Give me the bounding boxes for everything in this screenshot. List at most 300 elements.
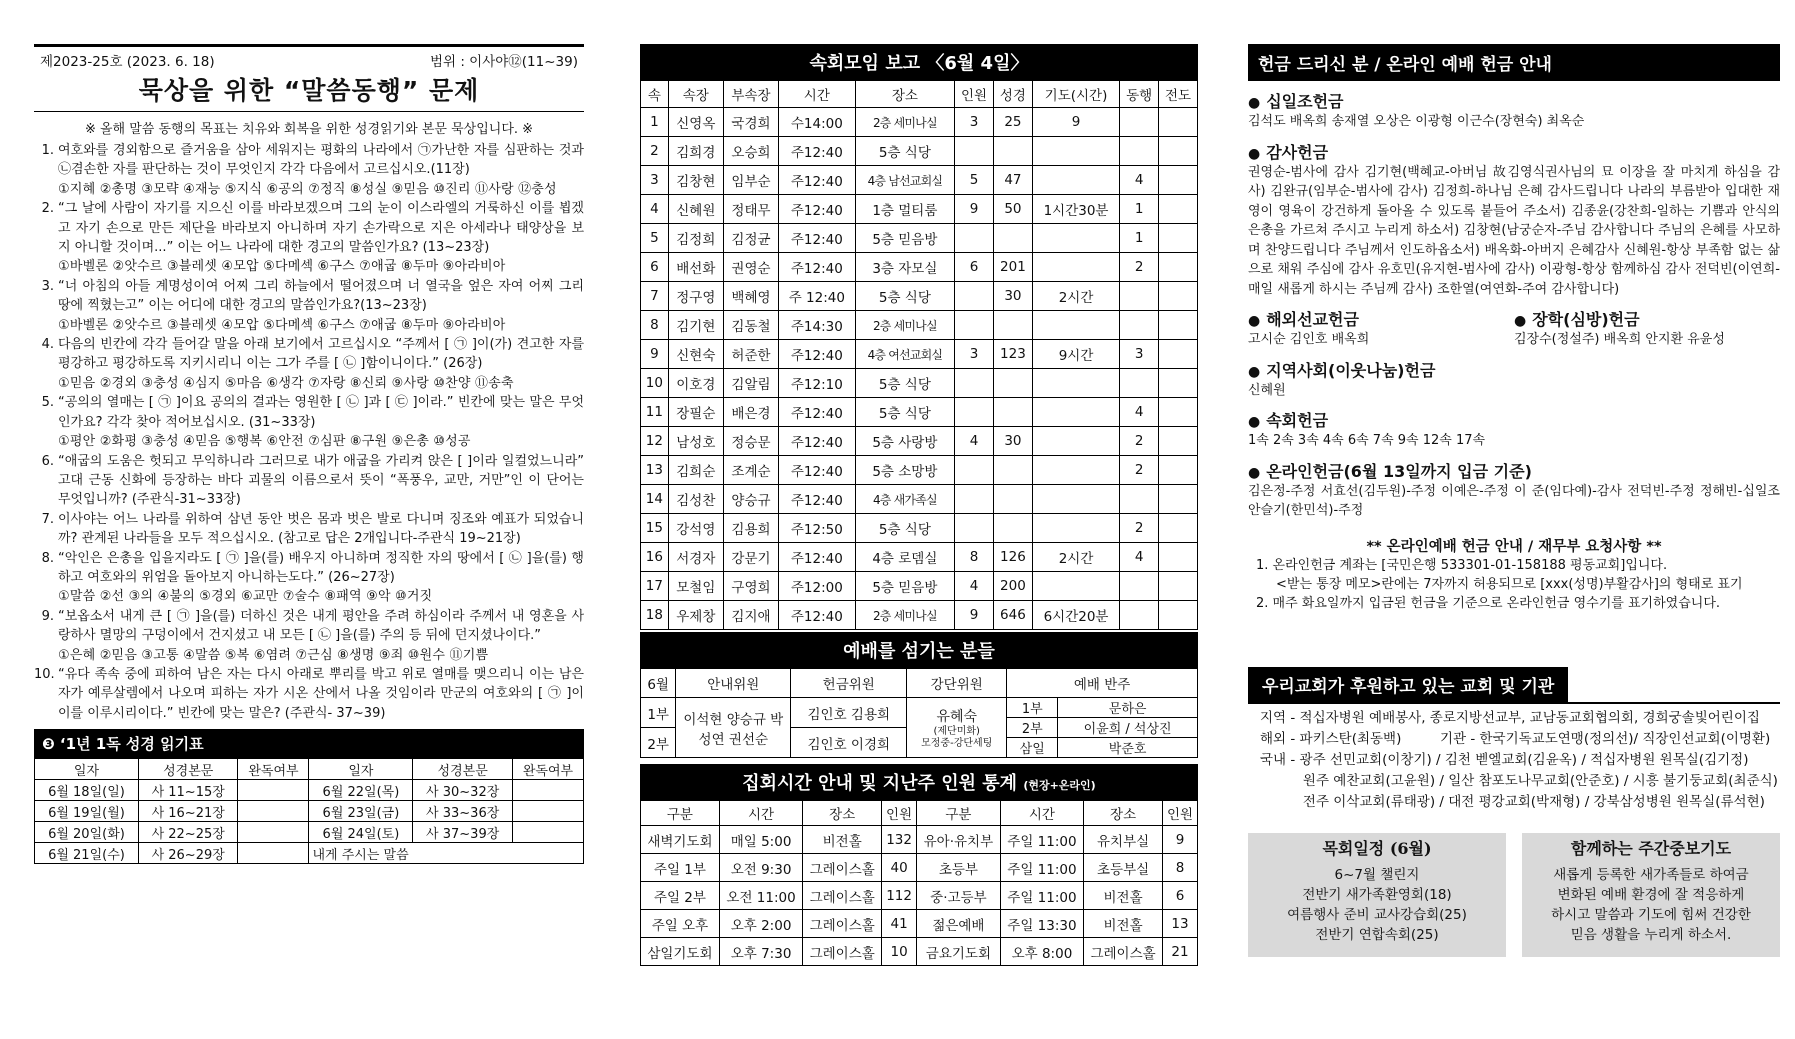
table-cell: 6 [1163,882,1198,910]
question-text [58,199,584,277]
table-cell: 중·고등부 [917,882,1001,910]
table-cell: 126 [993,543,1032,572]
table-cell: 주12:40 [779,427,856,456]
table-cell: 1 [1120,224,1159,253]
column-header: 장소 [1084,801,1163,826]
issue-number: 제2023-25호 (2023. 6. 18) [40,54,215,70]
table-cell: 4 [1120,398,1159,427]
altar-name: 유혜숙 [936,708,978,725]
table-cell [1032,398,1119,427]
table-cell: 임부순 [723,166,778,195]
question [34,665,584,723]
question-text [58,393,584,451]
table-cell [238,801,309,822]
thanks-heading [1248,140,1780,163]
question [34,607,584,665]
table-cell [1120,485,1159,514]
table-cell [1120,572,1159,601]
table-cell: 8 [641,311,669,340]
table-cell [993,311,1032,340]
table-cell: 6월 19일(월) [35,801,139,822]
table-cell: 40 [882,854,917,882]
table-cell: 주12:40 [779,195,856,224]
table-cell: 주12:40 [779,224,856,253]
schedule-item: 여름행사 준비 교사강습회(25) [1287,906,1467,923]
table-row [641,456,1198,485]
table-cell: 주12:40 [779,456,856,485]
table-cell: 6월 22일(목) [309,780,413,801]
accompanist-name: 문하은 [1058,698,1197,718]
table-cell: 백혜영 [723,282,778,311]
column-header: 성경본문 [138,759,238,780]
table-cell: 2 [641,137,669,166]
tithe-names: 김석도 배옥희 송재열 오상은 이광형 이근수(장현숙) 최옥순 [1248,114,1585,129]
table-cell [1032,166,1119,195]
table-cell: 3 [1120,340,1159,369]
servants-table [640,668,1198,758]
column-header: 장소 [803,801,882,826]
table-cell [1120,108,1159,137]
question-body: 여호와를 경외함으로 즐거움을 삼아 세워지는 평화의 나라에서 ㉠가난한 자를 심판하는 것과 ㉡겸손한 자를 판단하는 것이 무엇인지 각각 다음에서 고르십시오.(11장) [58,143,584,178]
quiz-title: 묵상을 위한 “말씀동행” 문제 [138,76,480,105]
table-cell: 배은경 [723,398,778,427]
table-cell [993,369,1032,398]
table-cell: 김희순 [668,456,723,485]
table-cell: 오전 9:30 [719,854,802,882]
schedule-item: 6~7월 챌린지 [1334,866,1420,883]
table-cell [1159,543,1198,572]
table-row [641,195,1198,224]
servants-title: 예배를 섬기는 분들 [640,632,1198,668]
table-row [641,166,1198,195]
table-cell: 그레이스홀 [803,938,882,966]
table-cell: 주12:40 [779,340,856,369]
table-cell: 5층 식당 [855,282,955,311]
table-cell: 주 12:40 [779,282,856,311]
online-names: 김은정-주정 서효선(김두원)-주정 이예은-주정 이 준(임다예)-감사 전덕빈-주정 정해빈-십일조 안슬기(한민석)-주정 [1248,483,1780,518]
question-number: 4. [41,337,54,353]
notice-line: 1. 온라인헌금 계좌는 [국민은행 533301-01-158188 평동교회]입니다. [1256,557,1668,573]
table-cell: 남성호 [668,427,723,456]
table-row [1007,738,1197,758]
table-cell [955,311,994,340]
table-cell: 5 [955,166,994,195]
table-cell: 주일 2부 [641,882,720,910]
question-number: 7. [41,511,54,527]
question-body: 다음의 빈칸에 각각 들어갈 말을 아래 보기에서 고르십시오 “주께서 [ ㉠ ]이(가) 견고한 자를 평강하고 평강하도록 지키시리니 이는 그가 주를 [ ㉡ ]함이니이다.” (26장) [58,337,584,372]
notice-line: <받는 통장 메모>란에는 7자까지 허용되므로 [xxx(성명)부활감사]의 형태로 표기 [1276,576,1743,592]
column-header: 예배 반주 [1007,669,1198,698]
table-cell: 6월 21일(수) [35,843,139,864]
table-cell: 김창현 [668,166,723,195]
question-body: “애굽의 도움은 헛되고 무익하니라 그러므로 내가 애굽을 가리켜 앉은 [ ]이라 일컬었느니라” 고대 근동 신화에 등장하는 바다 괴물의 이름으로서 뜻이 “폭풍우, 교만, 거만”인 이 단어는 무엇입니까? (주관식-31~33장) [58,453,584,508]
question-number: 8. [41,550,54,566]
accompanist-service: 1부 [1007,698,1058,718]
question-body: “공의의 열매는 [ ㉠ ]이요 공의의 결과는 영원한 [ ㉡ ]과 [ ㉢ ]이라.” 빈칸에 맞는 말은 무엇인가요? 각각 찾아 적어보십시오. (31~33장) [58,395,584,430]
table-cell [1032,572,1119,601]
question-text [58,141,584,199]
week-label: 1부 [641,698,676,728]
table-cell: 6월 18일(일) [35,780,139,801]
column-header: 구분 [917,801,1001,826]
table-cell: 김정균 [723,224,778,253]
column-header: 속 [641,81,669,108]
bullet-icon: ● [1248,145,1261,162]
prayer-line: 믿음 생활을 누리게 하소서. [1570,926,1732,943]
table-cell [238,780,309,801]
table-cell: 주일 1부 [641,854,720,882]
table-cell: 그레이스홀 [803,882,882,910]
table-cell: 17 [641,572,669,601]
table-row [35,822,584,843]
table-cell: 1 [641,108,669,137]
question-body: “보옵소서 내게 큰 [ ㉠ ]을(를) 더하신 것은 내게 평안을 주려 하심이라 주께서 내 영혼을 사랑하사 멸망의 구덩이에서 건지셨고 내 모든 [ ㉡ ]을(를) 주의 등 뒤에 던지셨나이다.” [58,608,584,644]
table-cell: 123 [993,340,1032,369]
offering-week1: 김인호 김용희 [791,698,907,728]
bullet-icon: ● [1248,363,1261,380]
table-cell [1032,224,1119,253]
table-cell: 2 [1120,456,1159,485]
table-cell: 김성찬 [668,485,723,514]
table-row [641,938,1198,966]
column-header: 시간 [1000,801,1083,826]
column-header: 장소 [855,81,955,108]
table-cell: 201 [993,253,1032,282]
question-options: ①믿음 ②경외 ③충성 ④심지 ⑤마음 ⑥생각 ⑦자랑 ⑧신뢰 ⑨사랑 ⑩찬양 ⑪송축 [58,375,514,391]
table-cell: 그레이스홀 [803,910,882,938]
table-cell: 주14:30 [779,311,856,340]
table-cell: 매일 5:00 [719,826,802,854]
bullet-icon: ● [1248,313,1261,329]
bullet-icon: ● [1248,95,1261,111]
question [34,277,584,335]
table-cell: 2층 세미나실 [855,108,955,137]
table-cell: 김알림 [723,369,778,398]
table-cell: 강석영 [668,514,723,543]
reading-plan-title: ❸ ‘1년 1독 성경 읽기표 [34,729,584,758]
table-cell [1159,369,1198,398]
table-cell [1159,166,1198,195]
table-cell: 6월 24일(토) [309,822,413,843]
table-row [641,601,1198,630]
table-cell: 30 [993,427,1032,456]
table-cell: 내게 주시는 말씀 [309,843,584,864]
column-header: 기도(시간) [1032,81,1119,108]
question-number: 10. [34,666,55,682]
table-cell: 1층 멀티룸 [855,195,955,224]
table-cell [512,801,583,822]
table-cell: 4 [955,572,994,601]
table-cell [1032,427,1119,456]
question-text [58,277,584,335]
cell-offering-list: 1속 2속 3속 4속 6속 7속 9속 12속 17속 [1248,433,1486,448]
table-cell: 2시간 [1032,543,1119,572]
table-cell: 주12:40 [779,253,856,282]
table-cell: 8 [955,543,994,572]
table-cell: 5 [641,224,669,253]
table-cell: 신혜원 [668,195,723,224]
table-cell: 비전홀 [803,826,882,854]
table-cell [1032,456,1119,485]
offering-title: 헌금 드리신 분 / 온라인 예배 헌금 안내 [1248,44,1780,81]
table-cell: 우제창 [668,601,723,630]
table-cell: 4층 로뎀실 [855,543,955,572]
column-header: 전도 [1159,81,1198,108]
question-text [58,607,584,665]
table-row [35,843,584,864]
support-line: 전주 이삭교회(류태광) / 대전 평강교회(박재형) / 강북삼성병원 원목실(류석현) [1260,793,1765,810]
question [34,510,584,549]
table-cell: 그레이스홀 [803,854,882,882]
table-cell: 112 [882,882,917,910]
table-cell: 6 [955,253,994,282]
table-cell [955,485,994,514]
question-list [34,141,584,723]
question-number: 1. [41,143,54,158]
question-body: “악인은 은총을 입을지라도 [ ㉠ ]을(를) 배우지 아니하며 정직한 자의 땅에서 [ ㉡ ]을(를) 행하고 여호와의 위엄을 돌아보지 아니하는도다.” (26~27장) [58,550,584,585]
prayer-box [1522,833,1780,957]
question-text [58,665,584,723]
table-cell [1159,456,1198,485]
bullet-icon: ● [1248,414,1261,430]
cell-report-table [640,80,1198,630]
table-cell: 9 [641,340,669,369]
question [34,549,584,607]
support-title: 우리교회가 후원하고 있는 교회 및 기관 [1248,667,1568,702]
table-row [641,108,1198,137]
table-cell [512,780,583,801]
table-cell: 조계순 [723,456,778,485]
table-cell: 2 [1120,514,1159,543]
table-cell: 4 [1120,543,1159,572]
column-header: 인원 [882,801,917,826]
table-cell: 5층 식당 [855,369,955,398]
table-cell: 9 [1032,108,1119,137]
local-title: 지역사회(이웃나눔)헌금 [1266,360,1436,380]
table-cell: 새벽기도회 [641,826,720,854]
table-cell: 646 [993,601,1032,630]
table-cell: 1 [1120,195,1159,224]
table-cell: 신영옥 [668,108,723,137]
prayer-title: 함께하는 주간중보기도 [1570,838,1732,858]
question-options: ①바벨론 ②앗수르 ③블레셋 ④모압 ⑤다메섹 ⑥구스 ⑦애굽 ⑧두마 ⑨아라비아 [58,259,506,275]
question-number: 2. [41,201,54,217]
accompanist-cell [1007,698,1198,758]
table-cell: 유아·유치부 [917,826,1001,854]
table-cell: 구영희 [723,572,778,601]
table-cell [1159,253,1198,282]
table-cell [955,514,994,543]
table-cell: 2시간 [1032,282,1119,311]
table-row [641,340,1198,369]
table-cell: 6 [641,253,669,282]
table-cell: 허준한 [723,340,778,369]
table-cell: 5층 믿음방 [855,572,955,601]
table-cell: 4 [641,195,669,224]
table-cell: 9시간 [1032,340,1119,369]
table-cell: 5층 식당 [855,514,955,543]
table-cell: 4층 여선교회실 [855,340,955,369]
table-cell: 사 26~29장 [138,843,238,864]
table-cell: 주12:10 [779,369,856,398]
question-body: 이사야는 어느 나라를 위하여 삼년 동안 벗은 몸과 벗은 발로 다니며 징조와 예표가 되었습니까? 관계된 나라들을 모두 적으십시오. (참고로 답은 2개입니다-주관식 19~21장) [58,511,584,547]
table-cell: 주12:40 [779,543,856,572]
prayer-line: 변화된 예배 환경에 잘 적응하게 [1557,886,1745,903]
table-cell: 30 [993,282,1032,311]
table-cell: 6월 23일(금) [309,801,413,822]
table-cell [955,456,994,485]
column-header: 강단위원 [907,669,1007,698]
attendance-table [640,800,1198,966]
table-cell [1159,514,1198,543]
table-cell: 초등부실 [1084,854,1163,882]
support-line: 해외 - 파키스탄(최동백) 기관 - 한국기독교도연맹(정의선)/ 직장인선교회(이명환) [1260,730,1771,747]
accompanist-service: 삼일 [1007,738,1058,758]
mission-title: 해외선교헌금 [1266,310,1359,329]
table-cell: 5층 소망방 [855,456,955,485]
report-column [640,44,1198,966]
table-cell: 14 [641,485,669,514]
table-cell: 사 22~25장 [138,822,238,843]
local-heading [1248,358,1780,381]
table-cell [993,398,1032,427]
table-row [641,485,1198,514]
table-cell: 삼일기도회 [641,938,720,966]
table-cell [1159,108,1198,137]
table-cell [1159,398,1198,427]
table-cell: 3층 자모실 [855,253,955,282]
divider [34,111,584,112]
altar-cell [907,698,1007,758]
table-row [35,780,584,801]
table-cell: 4층 남선교회실 [855,166,955,195]
table-row [641,572,1198,601]
table-cell [955,282,994,311]
table-cell: 12 [641,427,669,456]
table-cell [1032,485,1119,514]
tithe-title: 십일조헌금 [1266,92,1344,111]
table-cell: 25 [993,108,1032,137]
online-title: 온라인헌금(6월 13일까지 입금 기준) [1266,461,1532,481]
cell-offering-heading [1248,408,1780,431]
table-cell: 47 [993,166,1032,195]
thanks-title: 감사헌금 [1266,142,1329,162]
question-number: 9. [41,608,54,624]
question-options: ①지혜 ②총명 ③모략 ④재능 ⑤지식 ⑥공의 ⑦정직 ⑧성실 ⑨믿음 ⑩진리 ⑪사랑 ⑫충성 [58,181,557,197]
table-row [641,311,1198,340]
table-cell: 정구영 [668,282,723,311]
column-header: 성경본문 [413,759,513,780]
table-row [641,882,1198,910]
table-cell: 정승문 [723,427,778,456]
usher-names: 이석현 양승규 박성연 권선순 [676,698,791,758]
attendance-title-sub: (현장+온라인) [1023,779,1096,792]
table-cell: 2 [1120,427,1159,456]
table-cell [993,514,1032,543]
question-options: ①은혜 ②믿음 ③고통 ④말씀 ⑤복 ⑥염려 ⑦근심 ⑧생명 ⑨죄 ⑩원수 ⑪기쁨 [58,647,489,663]
table-cell: 이호경 [668,369,723,398]
table-cell [955,369,994,398]
table-cell: 주일 오후 [641,910,720,938]
table-cell: 김기현 [668,311,723,340]
altar-note: 모정중-강단세팅 [921,737,993,749]
table-cell [512,822,583,843]
table-cell: 정태무 [723,195,778,224]
table-cell: 4 [955,427,994,456]
table-cell: 16 [641,543,669,572]
column-header: 일자 [35,759,139,780]
table-cell: 그레이스홀 [1084,938,1163,966]
table-cell [993,485,1032,514]
table-cell: 3 [955,340,994,369]
table-cell: 2층 세미나실 [855,601,955,630]
question-options: ①바벨론 ②앗수르 ③블레셋 ④모압 ⑤다메섹 ⑥구스 ⑦애굽 ⑧두마 ⑨아라비아 [58,317,506,333]
table-cell: 사 11~15장 [138,780,238,801]
table-cell: 15 [641,514,669,543]
table-cell [1159,485,1198,514]
schedule-title: 목회일정 (6월) [1322,838,1432,858]
column-header: 속장 [668,81,723,108]
schedule-box [1248,833,1506,957]
question-body: “그 날에 사람이 자기를 지으신 이를 바라보겠으며 그의 눈이 이스라엘의 거룩하신 이를 뵙겠고 자기 손으로 만든 제단을 바라보지 아니하며 자기 손가락으로 지은 아세라나 태양상을 보지 아니할 것이며...” 이는 어느 나라에 대한 경고의 말씀인가요? (13~23장) [58,201,584,256]
table-cell: 6시간20분 [1032,601,1119,630]
table-row [641,427,1198,456]
scholar-title: 장학(심방)헌금 [1532,310,1640,329]
prayer-lines [1522,865,1780,945]
table-cell: 초등부 [917,854,1001,882]
table-cell [1032,369,1119,398]
table-row [641,137,1198,166]
table-row [641,224,1198,253]
column-header: 헌금위원 [791,669,907,698]
attendance-title [640,764,1198,800]
table-cell [1032,514,1119,543]
tithe-heading [1248,89,1780,112]
column-header: 안내위원 [676,669,791,698]
table-cell: 10 [882,938,917,966]
table-cell [1120,601,1159,630]
table-cell: 21 [1163,938,1198,966]
schedule-item: 전반기 연합속회(25) [1315,926,1439,943]
week-label: 2부 [641,728,676,758]
table-row [641,282,1198,311]
info-boxes [1248,833,1780,957]
quiz-note: ※ 올해 말씀 동행의 목표는 치유와 회복을 위한 성경읽기와 본문 묵상입니다. ※ [84,122,534,137]
table-cell: 주12:40 [779,166,856,195]
table-cell: 5층 식당 [855,137,955,166]
table-cell [993,137,1032,166]
scholar-names: 김장수(정설주) 배옥희 안지환 유윤성 [1514,332,1725,347]
accompanist-name: 이윤희 / 석상진 [1058,718,1197,738]
bullet-icon: ● [1248,464,1261,481]
table-cell: 김희경 [668,137,723,166]
table-cell: 50 [993,195,1032,224]
table-cell [955,137,994,166]
thanks-names: 권영순-범사에 감사 김기현(백혜교-아버님 故김영식권사님의 묘 이장을 잘 마치게 하심을 감사) 김완규(임부순-범사에 감사) 김정희-하나님 은혜 감사드립니다 나라의 부름받아 입대한 재영이 영육이 강건하게 돌아올 수 있도록 붙들어 주소서) 김종윤(강찬희-일하는 기쁨과 안식의 은총을 가르쳐 주시고 누리게 하소서) 김창현(남궁순자-주님 감사합니다 주님의 은혜를 사모하며 찬양드립니다 주님께서 인도하옵소서) 배옥화-아버지 은혜감사 신혜원-항상 부족함 없는 삶으로 채워 주심에 감사 유호민(유지현-범사에 감사) 이광형-항상 함께하심 감사 전덕빈(이연희-매일 새롭게 하시는 주님께 감사) 조한열(여연화-주여 감사합니다) [1248,164,1780,297]
table-cell [1120,369,1159,398]
table-row [641,910,1198,938]
bullet-icon: ● [1514,313,1527,329]
table-cell: 9 [1163,826,1198,854]
table-cell: 주12:00 [779,572,856,601]
table-cell: 주12:40 [779,601,856,630]
column-header: 시간 [779,81,856,108]
mission-heading [1248,307,1514,330]
column-header: 일자 [309,759,413,780]
accompanist-name: 박준호 [1108,742,1147,757]
table-cell [238,822,309,843]
table-cell: 4층 새가족실 [855,485,955,514]
